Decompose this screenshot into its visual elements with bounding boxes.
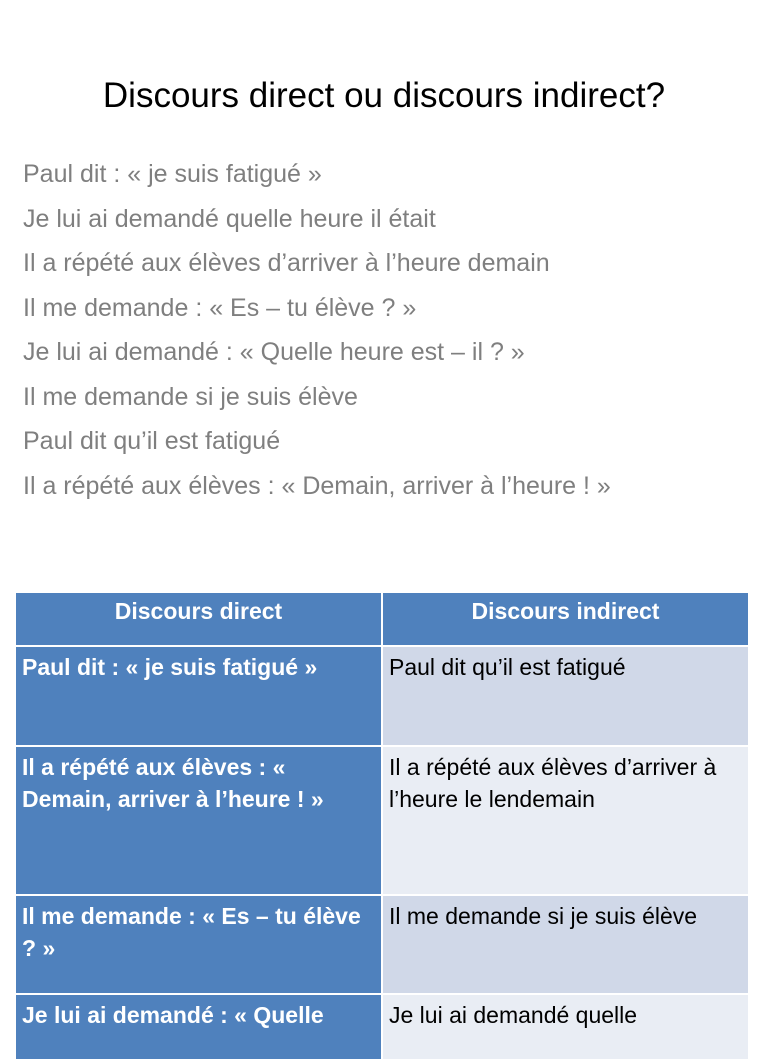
sentence-item: Il me demande : « Es – tu élève ? »: [23, 293, 417, 322]
sentence-item: Je lui ai demandé : « Quelle heure est – il ? »: [23, 338, 525, 366]
table-header-row: [15, 592, 749, 646]
table-row: [15, 646, 749, 746]
indirect-cell: Il me demande si je suis élève: [382, 895, 749, 994]
direct-cell: Paul dit : « je suis fatigué »: [15, 646, 382, 746]
sentence-item: Paul dit qu’il est fatigué: [23, 427, 281, 455]
indirect-cell: Il a répété aux élèves d’arriver à l’heure le lendemain: [382, 746, 749, 895]
sentence-item: Il a répété aux élèves : « Demain, arriver à l’heure ! »: [23, 471, 611, 500]
sentence-item: Je lui ai demandé quelle heure il était: [23, 204, 436, 233]
table-row: [15, 895, 749, 994]
direct-cell: Il a répété aux élèves : « Demain, arriver à l’heure ! »: [15, 746, 382, 895]
comparison-table: [14, 591, 750, 1061]
indirect-cell: Paul dit qu’il est fatigué: [382, 646, 749, 746]
table-row: [15, 746, 749, 895]
indirect-cell: Je lui ai demandé quelle: [382, 994, 749, 1060]
sentence-item: Paul dit : « je suis fatigué »: [23, 160, 322, 188]
sentence-list: [23, 152, 611, 508]
table-row: [15, 994, 749, 1060]
header-indirect: Discours indirect: [382, 592, 749, 646]
header-direct: Discours direct: [15, 592, 382, 646]
sentence-item: Il me demande si je suis élève: [23, 382, 358, 411]
direct-cell: Il me demande : « Es – tu élève ? »: [15, 895, 382, 994]
direct-cell: Je lui ai demandé : « Quelle: [15, 994, 382, 1060]
sentence-item: Il a répété aux élèves d’arriver à l’heure demain: [23, 249, 550, 277]
slide-title: Discours direct ou discours indirect?: [102, 76, 666, 115]
